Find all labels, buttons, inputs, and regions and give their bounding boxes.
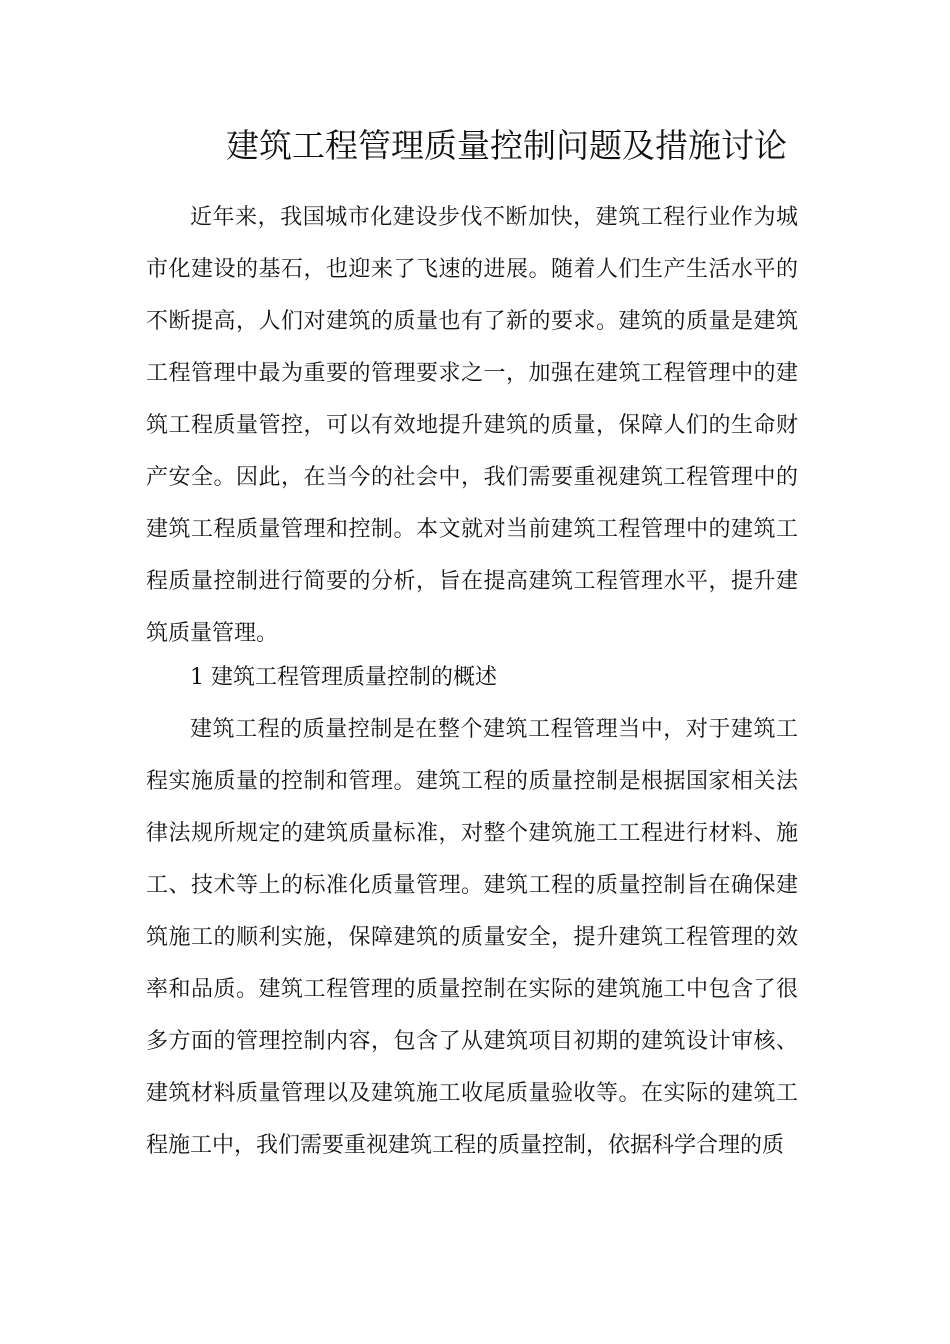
intro-paragraph: 近年来，我国城市化建设步伐不断加快，建筑工程行业作为城市化建设的基石，也迎来了飞速的进展。随着人们生产生活水平的不断提高，人们对建筑的质量也有了新的要求。建筑的质量是建筑工程管理中最为重要的管理要求之一，加强在建筑工程管理中的建筑工程质量管控，可以有效地提升建筑的质量，保障人们的生命财产安全。因此，在当今的社会中，我们需要重视建筑工程管理中的建筑工程质量管理和控制。本文就对当前建筑工程管理中的建筑工程质量控制进行简要的分析，旨在提高建筑工程管理水平，提升建筑质量管理。 xyxy=(146,205,798,646)
document-title: 建筑工程管理质量控制问题及措施讨论 xyxy=(226,126,787,165)
section-1-heading: 1 建筑工程管理质量控制的概述 xyxy=(190,665,497,690)
section-1-paragraph: 建筑工程的质量控制是在整个建筑工程管理当中，对于建筑工程实施质量的控制和管理。建筑工程的质量控制是根据国家相关法律法规所规定的建筑质量标准，对整个建筑施工工程进行材料、施工、技术等上的标准化质量管理。建筑工程的质量控制旨在确保建筑施工的顺利实施，保障建筑的质量安全，提升建筑工程管理的效率和品质。建筑工程管理的质量控制在实际的建筑施工中包含了很多方面的管理控制内容，包含了从建筑项目初期的建筑设计审核、建筑材料质量管理以及建筑施工收尾质量验收等。在实际的建筑工程施工中，我们需要重视建筑工程的质量控制，依据科学合理的质 xyxy=(146,717,798,1158)
